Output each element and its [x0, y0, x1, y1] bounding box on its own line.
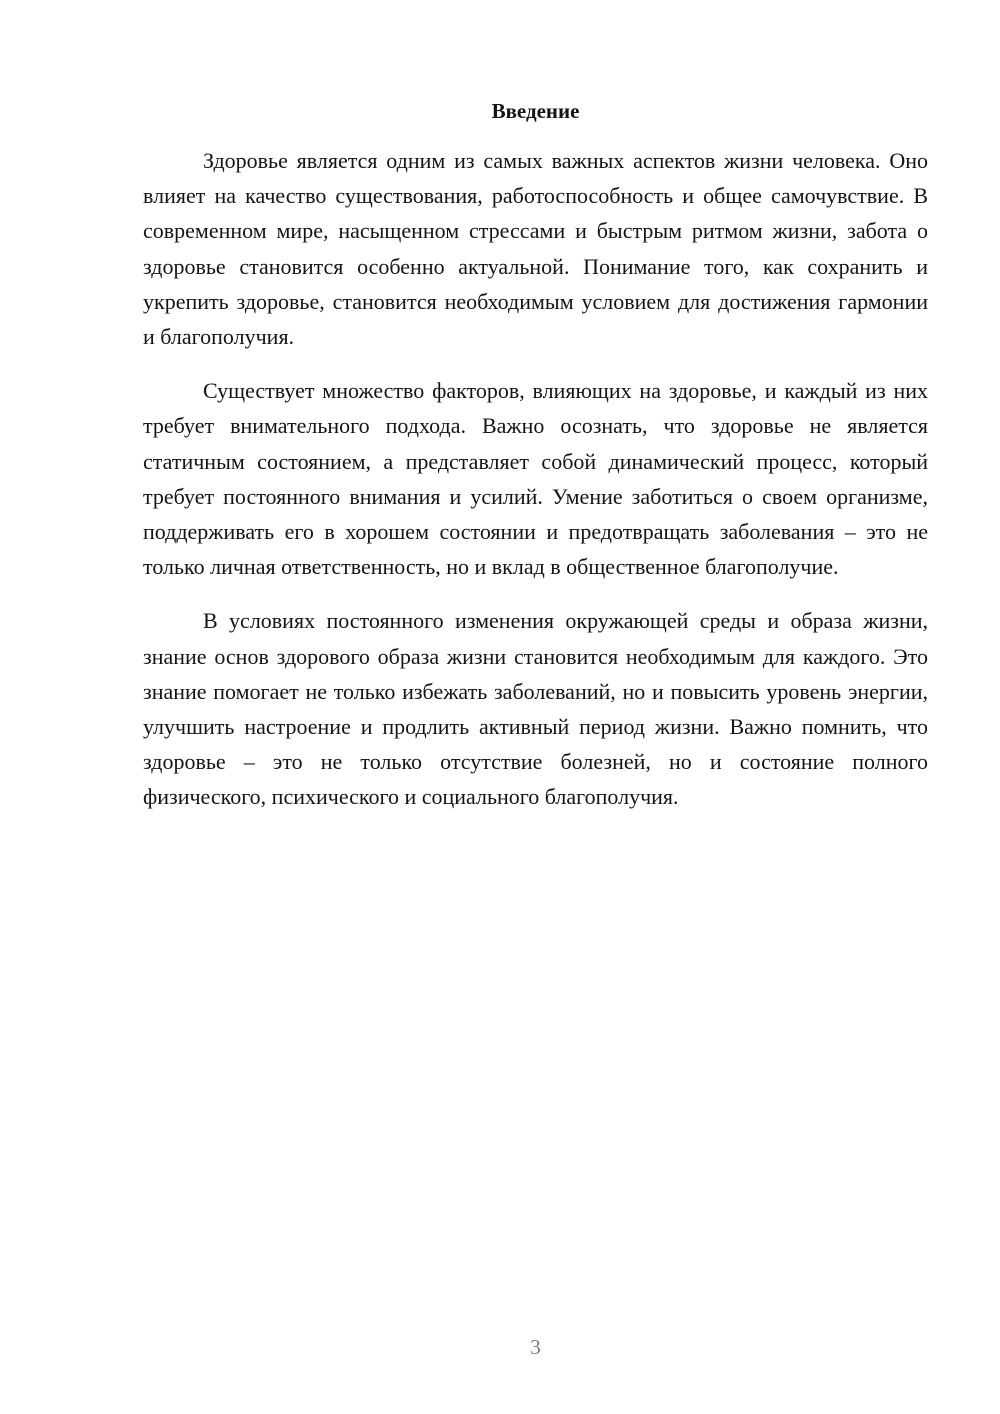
paragraph-1: Здоровье является одним из самых важных аспектов жизни человека. Оно влияет на качество существования, работоспособность и общее самочувствие. В современном мире, насыщенном стрессами и быстрым ритмом жизни, забота о здоровье становится особенно актуальной. Понимание того, как сохранить и укрепить здоровье, становится необходимым условием для достижения гармонии и благополучия.: [143, 148, 928, 350]
paragraph-2: Существует множество факторов, влияющих на здоровье, и каждый из них требует внимательного подхода. Важно осознать, что здоровье не является статичным состоянием, а представляет собой динамический процесс, который требует постоянного внимания и усилий. Умение заботиться о своем организме, поддерживать его в хорошем состоянии и предотвращать заболевания – это не только личная ответственность, но и вклад в общественное благополучие.: [143, 378, 928, 580]
page-number: 3: [530, 1335, 541, 1359]
paragraph-3: В условиях постоянного изменения окружающей среды и образа жизни, знание основ здорового образа жизни становится необходимым для каждого. Это знание помогает не только избежать заболеваний, но и повысить уровень энергии, улучшить настроение и продлить активный период жизни. Важно помнить, что здоровье – это не только отсутствие болезней, но и состояние полного физического, психического и социального благополучия.: [143, 608, 928, 810]
body-text: [143, 143, 928, 834]
section-heading: Введение: [491, 99, 580, 123]
